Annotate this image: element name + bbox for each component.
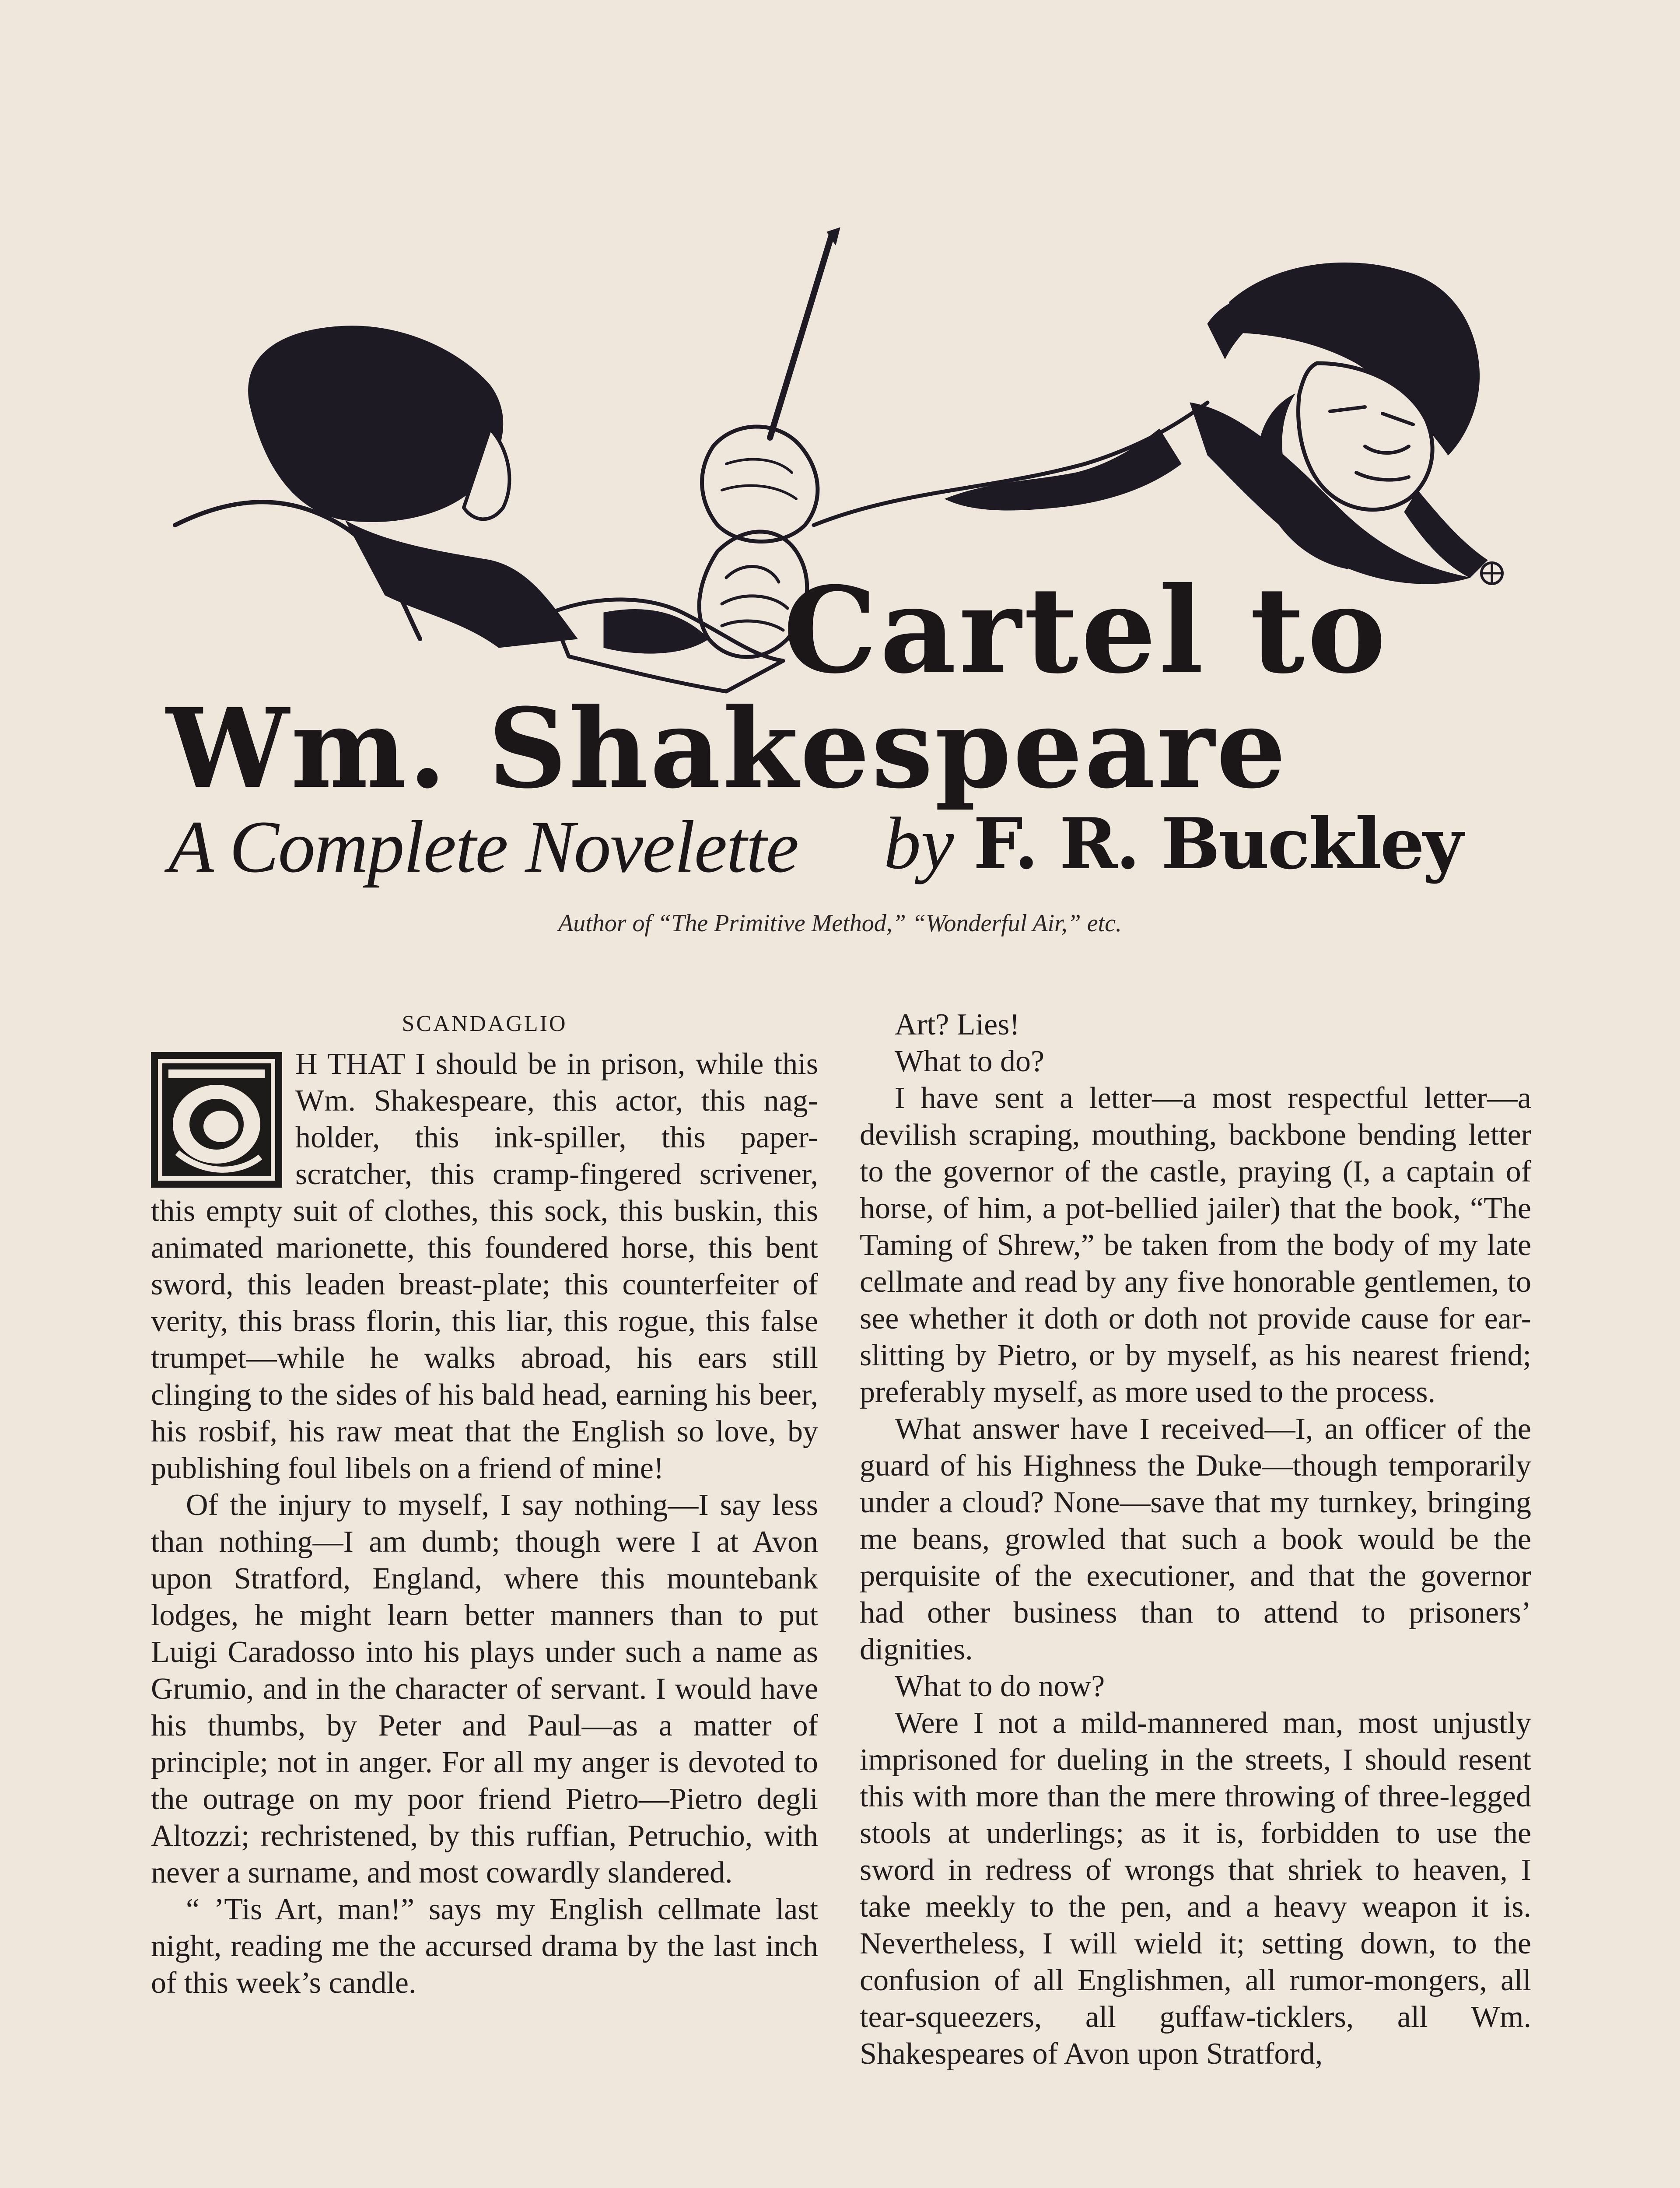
author-credits: Author of “The Primitive Method,” “Wonderful Air,” etc. (558, 910, 1122, 937)
subtitle: A Complete Novelette (168, 806, 798, 888)
paragraph-9: Were I not a mild-mannered man, most unjustly imprisoned for dueling in the streets, I should resent this with more than the mere throwing of three-legged stools at underlings; as it is, forbidden to use the sword in redress of wrongs that shriek to heaven, I take meekly to the pen, and a heavy weapon it is. Nevertheless, I will wield it; setting down, to the confusion of all Englishmen, all rumor-mongers, all tear-squeezers, all guffaw-ticklers, all Wm. Shakespeares of Avon upon Stratford, (860, 1706, 1531, 2071)
decorative-o-dropcap-icon (151, 1052, 282, 1188)
right-column (860, 1006, 1531, 2072)
paragraph-1: H THAT I should be in prison, while this Wm. Shakespeare, this actor, this nag-holder, this ink-spiller, this paper-scratcher, this cramp-fingered scrivener, this empty suit of clothes, this sock, this buskin, this animated marionette, this foundered horse, this bent sword, this leaden breast-plate; this counterfeiter of verity, this brass florin, this liar, this rogue, this false trumpet—while he walks abroad, his ears still clinging to the sides of his bald head, earning his beer, his rosbif, his raw meat that the English so love, by publishing foul libels on a friend of mine! (151, 1047, 818, 1485)
byline (884, 801, 1496, 886)
paragraph-5: What to do? (895, 1045, 1045, 1078)
author-name: F. R. Buckley (973, 803, 1462, 885)
title-line-1: Cartel to (783, 561, 1389, 700)
left-column (151, 1006, 818, 2002)
paragraph-7: What answer have I received—I, an officer of the guard of his Highness the Duke—though temporarily under a cloud? None—save that my turnkey, bringing me beans, growled that such a book would be the perquisite of the executioner, and that the governor had other business than to attend to prisoners’ dignities. (860, 1412, 1531, 1666)
title-line-2: Wm. Shakespeare (166, 684, 1288, 813)
paragraph-2: Of the injury to myself, I say nothing—I say less than nothing—I am dumb; though were I at Avon upon Stratford, England, where this mountebank lodges, he might learn better manners than to put Luigi Caradosso into his plays under such a name as Grumio, and in the character of servant. I would have his thumbs, by Peter and Paul—as a matter of principle; not in anger. For all my anger is devoted to the outrage on my poor friend Pietro—Pietro degli Altozzi; rechristened, by this ruffian, Petruchio, with never a surname, and most cowardly slandered. (151, 1488, 818, 1890)
paragraph-4: Art? Lies! (895, 1008, 1020, 1041)
paragraph-8: What to do now? (895, 1669, 1105, 1703)
byline-by: by (884, 802, 954, 884)
paragraph-3: “ ’Tis Art, man!” says my English cellmate last night, reading me the accursed drama by the last inch of this week’s candle. (151, 1893, 818, 2000)
section-heading: SCANDAGLIO (402, 1011, 567, 1036)
paragraph-6: I have sent a letter—a most respectful letter—a devilish scraping, mouthing, backbone bending letter to the governor of the castle, praying (I, a captain of horse, of him, a pot-bellied jailer) that the book, “The Taming of Shrew,” be taken from the body of my late cellmate and read by any five honorable gentlemen, to see whether it doth or doth not provide cause for ear-slitting by Pietro, or by myself, as his nearest friend; preferably myself, as more used to the process. (860, 1081, 1531, 1409)
